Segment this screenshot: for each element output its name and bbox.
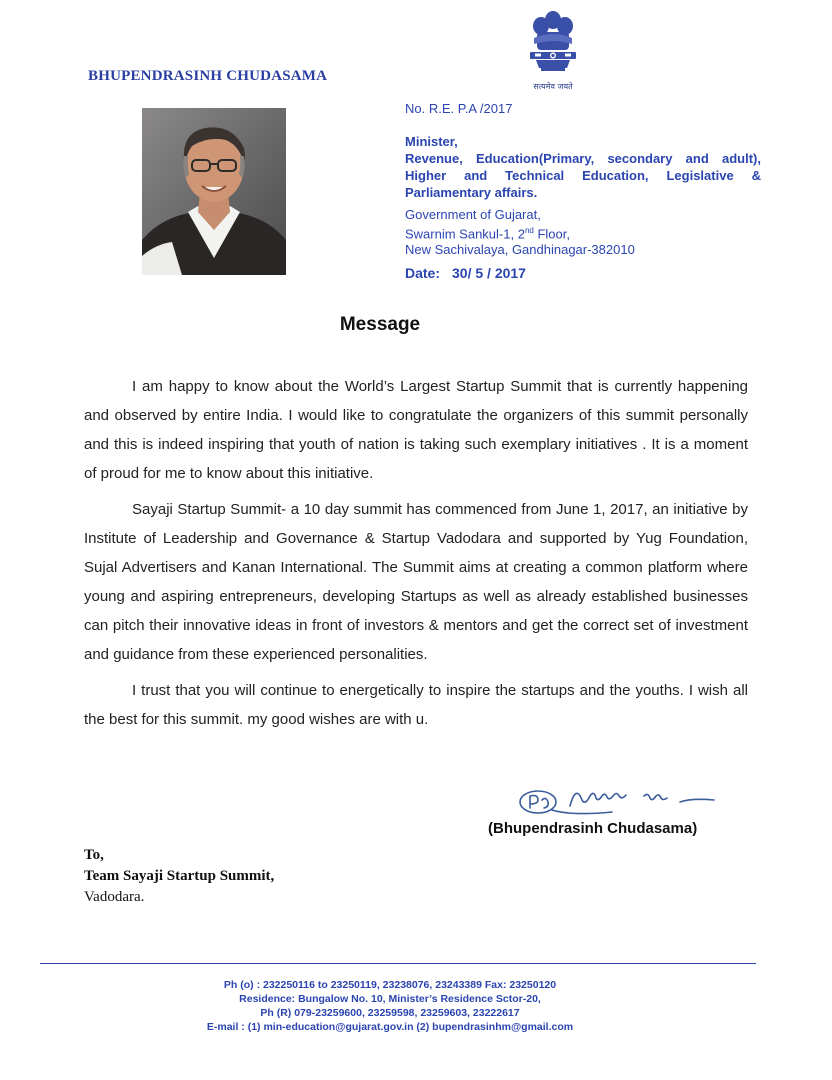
addressee-block [84,845,274,908]
footer-divider [40,963,756,964]
designation-line: Higher and Technical Education, Legislative & [405,168,761,183]
footer-phone: Ph (o) : 232250116 to 23250119, 23238076, 23243389 Fax: 23250120 [223,979,557,991]
signatory-name: (Bhupendrasinh Chudasama) [488,820,698,837]
message-title: Message [339,314,421,335]
date-label: Date: [405,265,441,281]
message-paragraph: Sayaji Startup Summit- a 10 day summit has commenced from June 1, 2017, an initiative by Institute of Leadership and Governance & Startup Vadodara and supported by Yug Foundation, Sujal Advertisers and Kanan International. The Summit aims at creating a common platform where young and aspiring entrepreneurs, developing Startups as well as already established businesses can pitch their innovative ideas in front of investors & mentors and get the correct set of investment and guidance from these experienced personalities. [84,501,748,663]
emblem-motto: सत्यमेव जयते [533,82,573,91]
message-paragraph: I trust that you will continue to energetically to inspire the startups and the youths. I wish all the best for this summit. my good wishes are with u. [84,682,748,728]
designation-line: Minister, [405,134,458,149]
address-line: New Sachivalaya, Gandhinagar-382010 [405,242,635,258]
letterhead-name: BHUPENDRASINH CHUDASAMA [88,68,328,84]
state-emblem [522,8,584,92]
portrait-photo [142,108,286,275]
message-body [84,372,748,741]
addressee-team: Team Sayaji Startup Summit, [84,868,275,884]
letter-date [405,265,526,281]
designation-line: Revenue, Education(Primary, secondary and adult), [405,151,761,166]
office-address [405,207,635,258]
footer-email: E-mail : (1) min-education@gujarat.gov.in (2) bupendrasinhm@gmail.com [206,1021,574,1033]
address-line: Swarnim Sankul-1, 2nd Floor, [405,226,570,242]
to-label: To, [84,847,104,863]
footer-residence: Residence: Bungalow No. 10, Minister’s Residence Sctor-20, [239,993,541,1005]
footer-contact [0,978,780,1034]
date-value: 30/ 5 / 2017 [452,265,526,281]
message-paragraph: I am happy to know about the World’s Largest Startup Summit that is currently happening and observed by entire India. I would like to congratulate the organizers of this summit personally and this is indeed inspiring that youth of nation is taking such exemplary initiatives . It is a moment of proud for me to know about this initiative. [84,378,748,482]
ministry-designation [405,133,761,201]
national-emblem-icon [522,8,584,80]
footer-phone-residence: Ph (R) 079-23259600, 23259598, 23259603, 23222617 [260,1007,520,1019]
address-line: Government of Gujarat, [405,207,541,222]
reference-number: No. R.E. P.A /2017 [405,101,513,116]
addressee-city: Vadodara. [84,889,145,905]
handwritten-signature [512,780,732,820]
designation-line: Parliamentary affairs. [405,185,538,200]
